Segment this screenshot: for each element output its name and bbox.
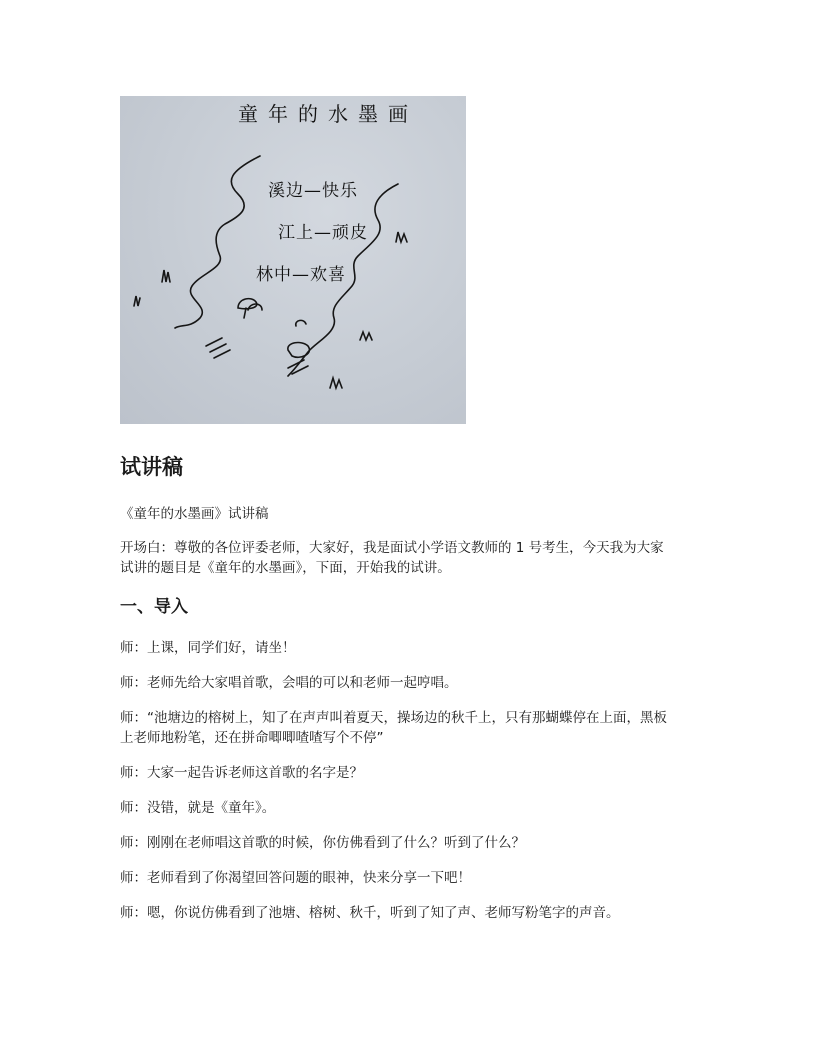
image-line-3: 林中—欢喜 — [256, 265, 346, 285]
stone-shape — [296, 320, 306, 326]
handwritten-blackboard-photo — [120, 96, 466, 424]
image-line-1: 溪边—快乐 — [268, 181, 358, 201]
dialogue-line: 师：刚刚在老师唱这首歌的时候，你仿佛看到了什么？听到了什么？ — [120, 835, 525, 851]
section-heading-intro: 一、导入 — [120, 597, 188, 617]
opening-paragraph: 开场白：尊敬的各位评委老师，大家好，我是面试小学语文教师的 1 号考生，今天我为大家试讲的题目是《童年的水墨画》，下面，开始我的试讲。 — [120, 540, 664, 576]
dialogue-line: 师：没错，就是《童年》。 — [120, 800, 276, 816]
grass-tuft — [134, 296, 140, 306]
ripple-stroke — [214, 350, 230, 358]
dialogue-line: 师：老师看到了你渴望回答问题的眼神，快来分享一下吧！ — [120, 870, 471, 886]
grass-tuft — [330, 378, 342, 388]
ripple-stroke — [210, 344, 226, 352]
document-page — [120, 96, 710, 923]
dialogue-line: 师：“池塘边的榕树上，知了在声声叫着夏天，操场边的秋千上，只有那蝴蝶停在上面，黑板上老师地粉笔，还在拼命唧唧喳喳写个不停” — [120, 710, 667, 746]
grass-tuft — [396, 232, 407, 242]
image-line-2: 江上—顽皮 — [278, 223, 368, 243]
document-subtitle: 《童年的水墨画》试讲稿 — [120, 506, 269, 522]
image-title: 童年的水墨画 — [238, 102, 418, 126]
left-river-line — [175, 156, 260, 328]
document-title: 试讲稿 — [120, 455, 183, 479]
ripple-stroke — [206, 338, 222, 346]
dialogue-line: 师：老师先给大家唱首歌，会唱的可以和老师一起哼唱。 — [120, 675, 458, 691]
grass-tuft — [162, 270, 170, 282]
dialogue-line: 师：大家一起告诉老师这首歌的名字是？ — [120, 765, 363, 781]
dialogue-line: 师：嗯，你说仿佛看到了池塘、榕树、秋千，听到了知了声、老师写粉笔字的声音。 — [120, 905, 620, 921]
dialogue-line: 师：上课，同学们好，请坐！ — [120, 640, 296, 656]
grass-tuft — [360, 332, 372, 340]
stone-shape — [288, 343, 310, 358]
dialogue-list — [120, 638, 710, 923]
